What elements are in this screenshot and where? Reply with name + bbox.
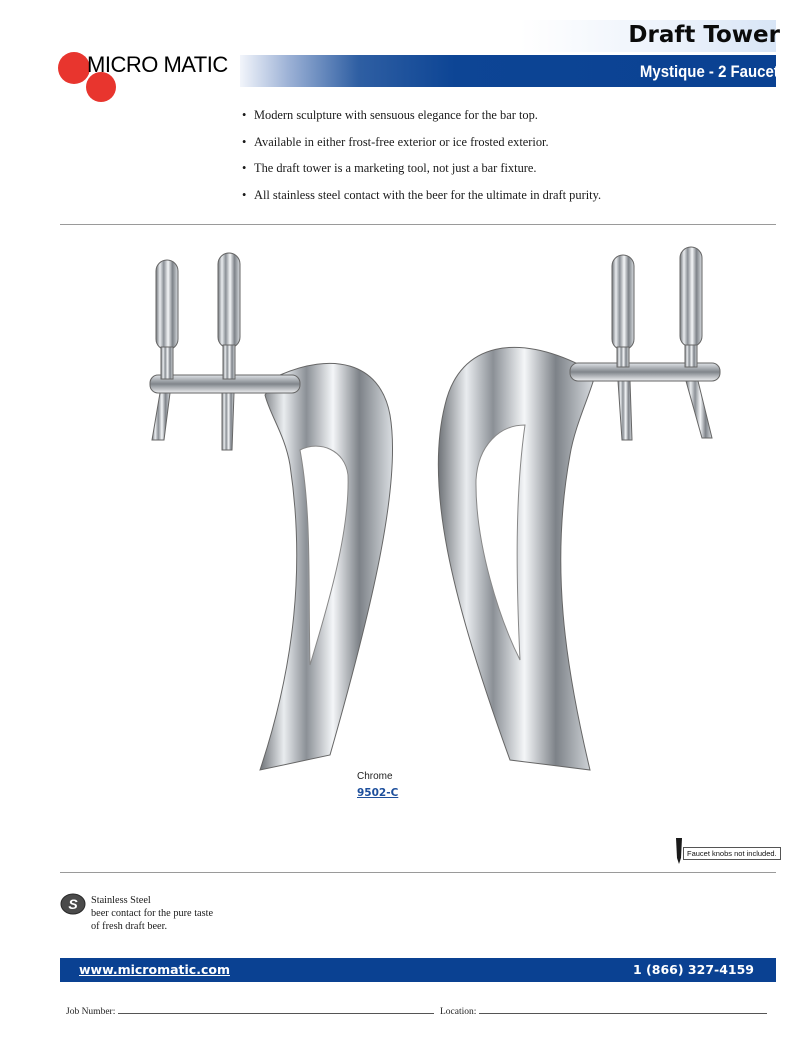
stainless-line: of fresh draft beer. <box>91 921 168 932</box>
tower-right <box>438 247 720 770</box>
knob-note-text: Faucet knobs not included. <box>683 847 781 860</box>
faucet-left-1 <box>152 260 178 440</box>
page-title: Draft Tower <box>628 22 780 48</box>
feature-item: • Modern sculpture with sensuous elegance for the bar top. <box>242 107 601 134</box>
phone-number: 1 (866) 327-4159 <box>633 962 754 977</box>
location-field[interactable] <box>440 1005 767 1017</box>
job-number-line[interactable] <box>118 1005 434 1014</box>
location-label: Location: <box>440 1007 477 1017</box>
knob-note <box>674 838 780 864</box>
job-number-label: Job Number: <box>66 1007 116 1017</box>
divider-top <box>60 224 776 225</box>
stainless-line: Stainless Steel <box>91 895 151 906</box>
tower-left <box>150 253 393 770</box>
faucet-left-2 <box>218 253 240 450</box>
svg-text:S: S <box>68 896 78 912</box>
draft-tower-image <box>120 235 740 780</box>
website-link[interactable]: www.micromatic.com <box>79 962 230 977</box>
feature-list <box>242 107 601 213</box>
part-number-link[interactable]: 9502-C <box>357 787 399 799</box>
faucet-right-1 <box>612 255 634 440</box>
stainless-s-icon <box>60 893 86 915</box>
stainless-line: beer contact for the pure taste <box>91 908 214 919</box>
logo-text: MICRO MATIC <box>87 52 228 77</box>
feature-item: • Available in either frost-free exterior or ice frosted exterior. <box>242 134 601 161</box>
micro-matic-logo <box>58 50 248 102</box>
logo-circle-top <box>58 52 90 84</box>
feature-item: • The draft tower is a marketing tool, not just a bar fixture. <box>242 160 601 187</box>
stainless-note <box>91 894 213 933</box>
faucet-right-2 <box>680 247 712 438</box>
feature-item: • All stainless steel contact with the beer for the ultimate in draft purity. <box>242 187 601 214</box>
page-subtitle: Mystique - 2 Faucet <box>640 62 779 81</box>
location-line[interactable] <box>479 1005 767 1014</box>
finish-label: Chrome <box>357 771 393 782</box>
job-number-field[interactable] <box>66 1005 434 1017</box>
divider-bottom <box>60 872 776 873</box>
